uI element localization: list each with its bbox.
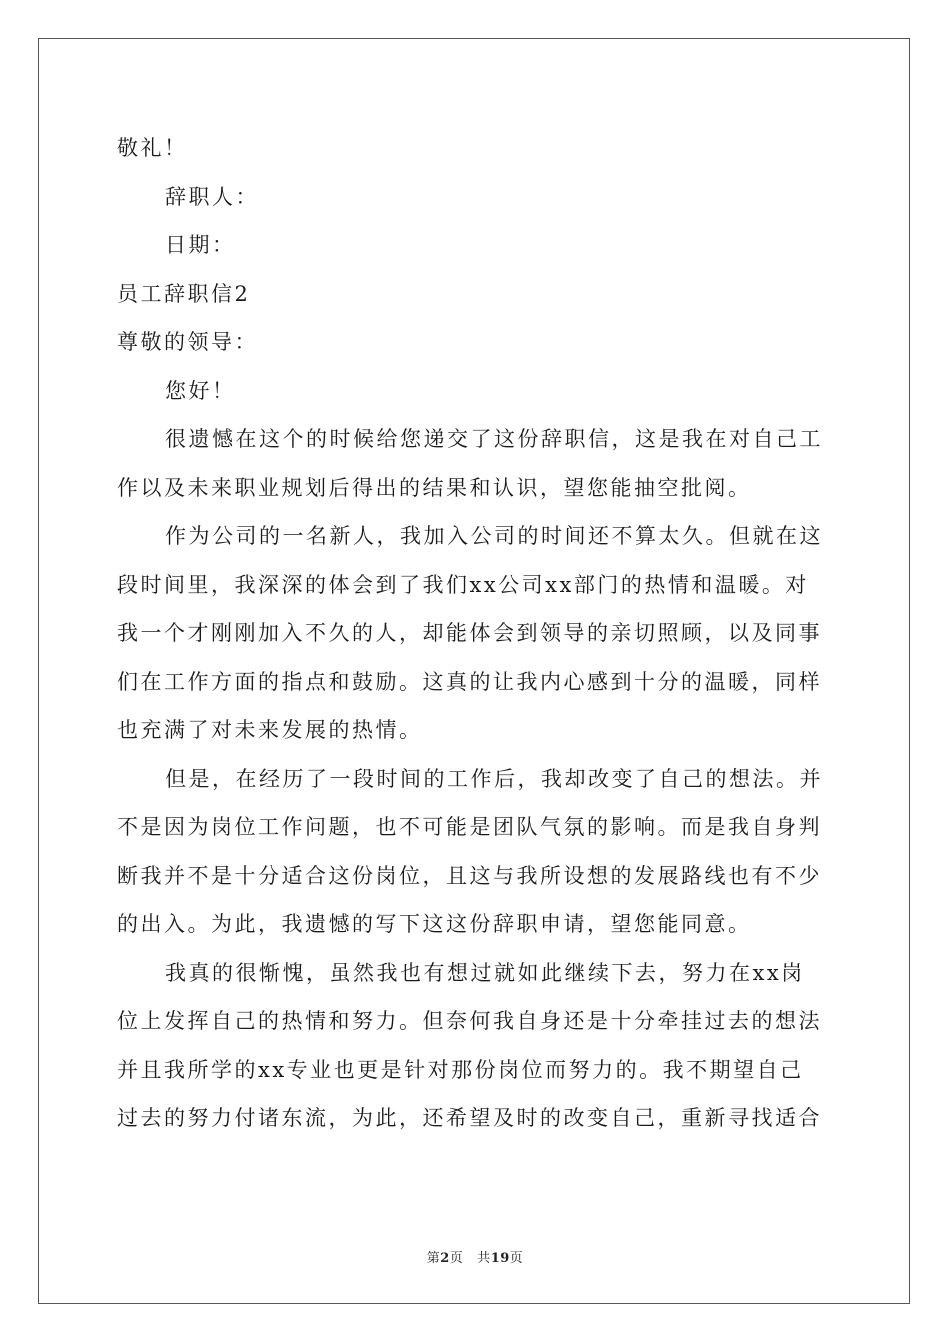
paragraph-line: 并且我所学的xx专业也更是针对那份岗位而努力的。我不期望自己 [117,1057,804,1082]
page-prefix: 第 [426,1251,441,1266]
greeting: 您好！ [165,378,236,403]
total-prefix: 共 [477,1251,491,1266]
paragraph-line: 断我并不是十分适合这份岗位，且这与我所设想的发展路线也有不少 [117,863,822,888]
body-line: 敬礼！ [117,136,188,160]
total-pages: 19 [490,1251,510,1266]
paragraph-line: 也充满了对未来发展的热情。 [117,718,423,742]
paragraph-line: 作为公司的一名新人，我加入公司的时间还不算太久。但就在这 [165,524,823,548]
paragraph-line: 但是，在经历了一段时间的工作后，我却改变了自己的想法。并 [165,766,823,791]
paragraph-line: 我真的很惭愧，虽然我也有想过就如此继续下去，努力在xx岗 [165,960,805,985]
body-line: 日期： [165,233,236,257]
page-suffix: 页 [449,1251,464,1266]
paragraph-line: 的出入。为此，我遗憾的写下这这份辞职申请，望您能同意。 [117,912,752,936]
body-line: 辞职人： [165,184,259,209]
paragraph-line: 作以及未来职业规划后得出的结果和认识，望您能抽空批阅。 [117,475,752,500]
paragraph-line: 位上发挥自己的热情和努力。但奈何我自身还是十分牵挂过去的想法 [117,1009,822,1033]
paragraph-line: 很遗憾在这个的时候给您递交了这份辞职信，这是我在对自己工 [165,427,823,451]
paragraph-line: 不是因为岗位工作问题，也不可能是团队气氛的影响。而是我自身判 [117,815,822,839]
paragraph-line: 过去的努力付诸东流，为此，还希望及时的改变自己，重新寻找适合 [117,1106,822,1130]
paragraph-line: 段时间里，我深深的体会到了我们xx公司xx部门的热情和温暖。对 [117,572,809,597]
document-body [117,124,837,1143]
total-suffix: 页 [509,1251,524,1266]
section-title: 员工辞职信2 [117,281,251,306]
salutation: 尊敬的领导： [117,330,258,354]
page-number: 2 [440,1251,450,1266]
paragraph-line: 们在工作方面的指点和鼓励。这真的让我内心感到十分的温暖，同样 [117,669,822,694]
page-footer [0,1247,950,1266]
paragraph-line: 我一个才刚刚加入不久的人，却能体会到领导的亲切照顾，以及同事 [117,621,822,645]
